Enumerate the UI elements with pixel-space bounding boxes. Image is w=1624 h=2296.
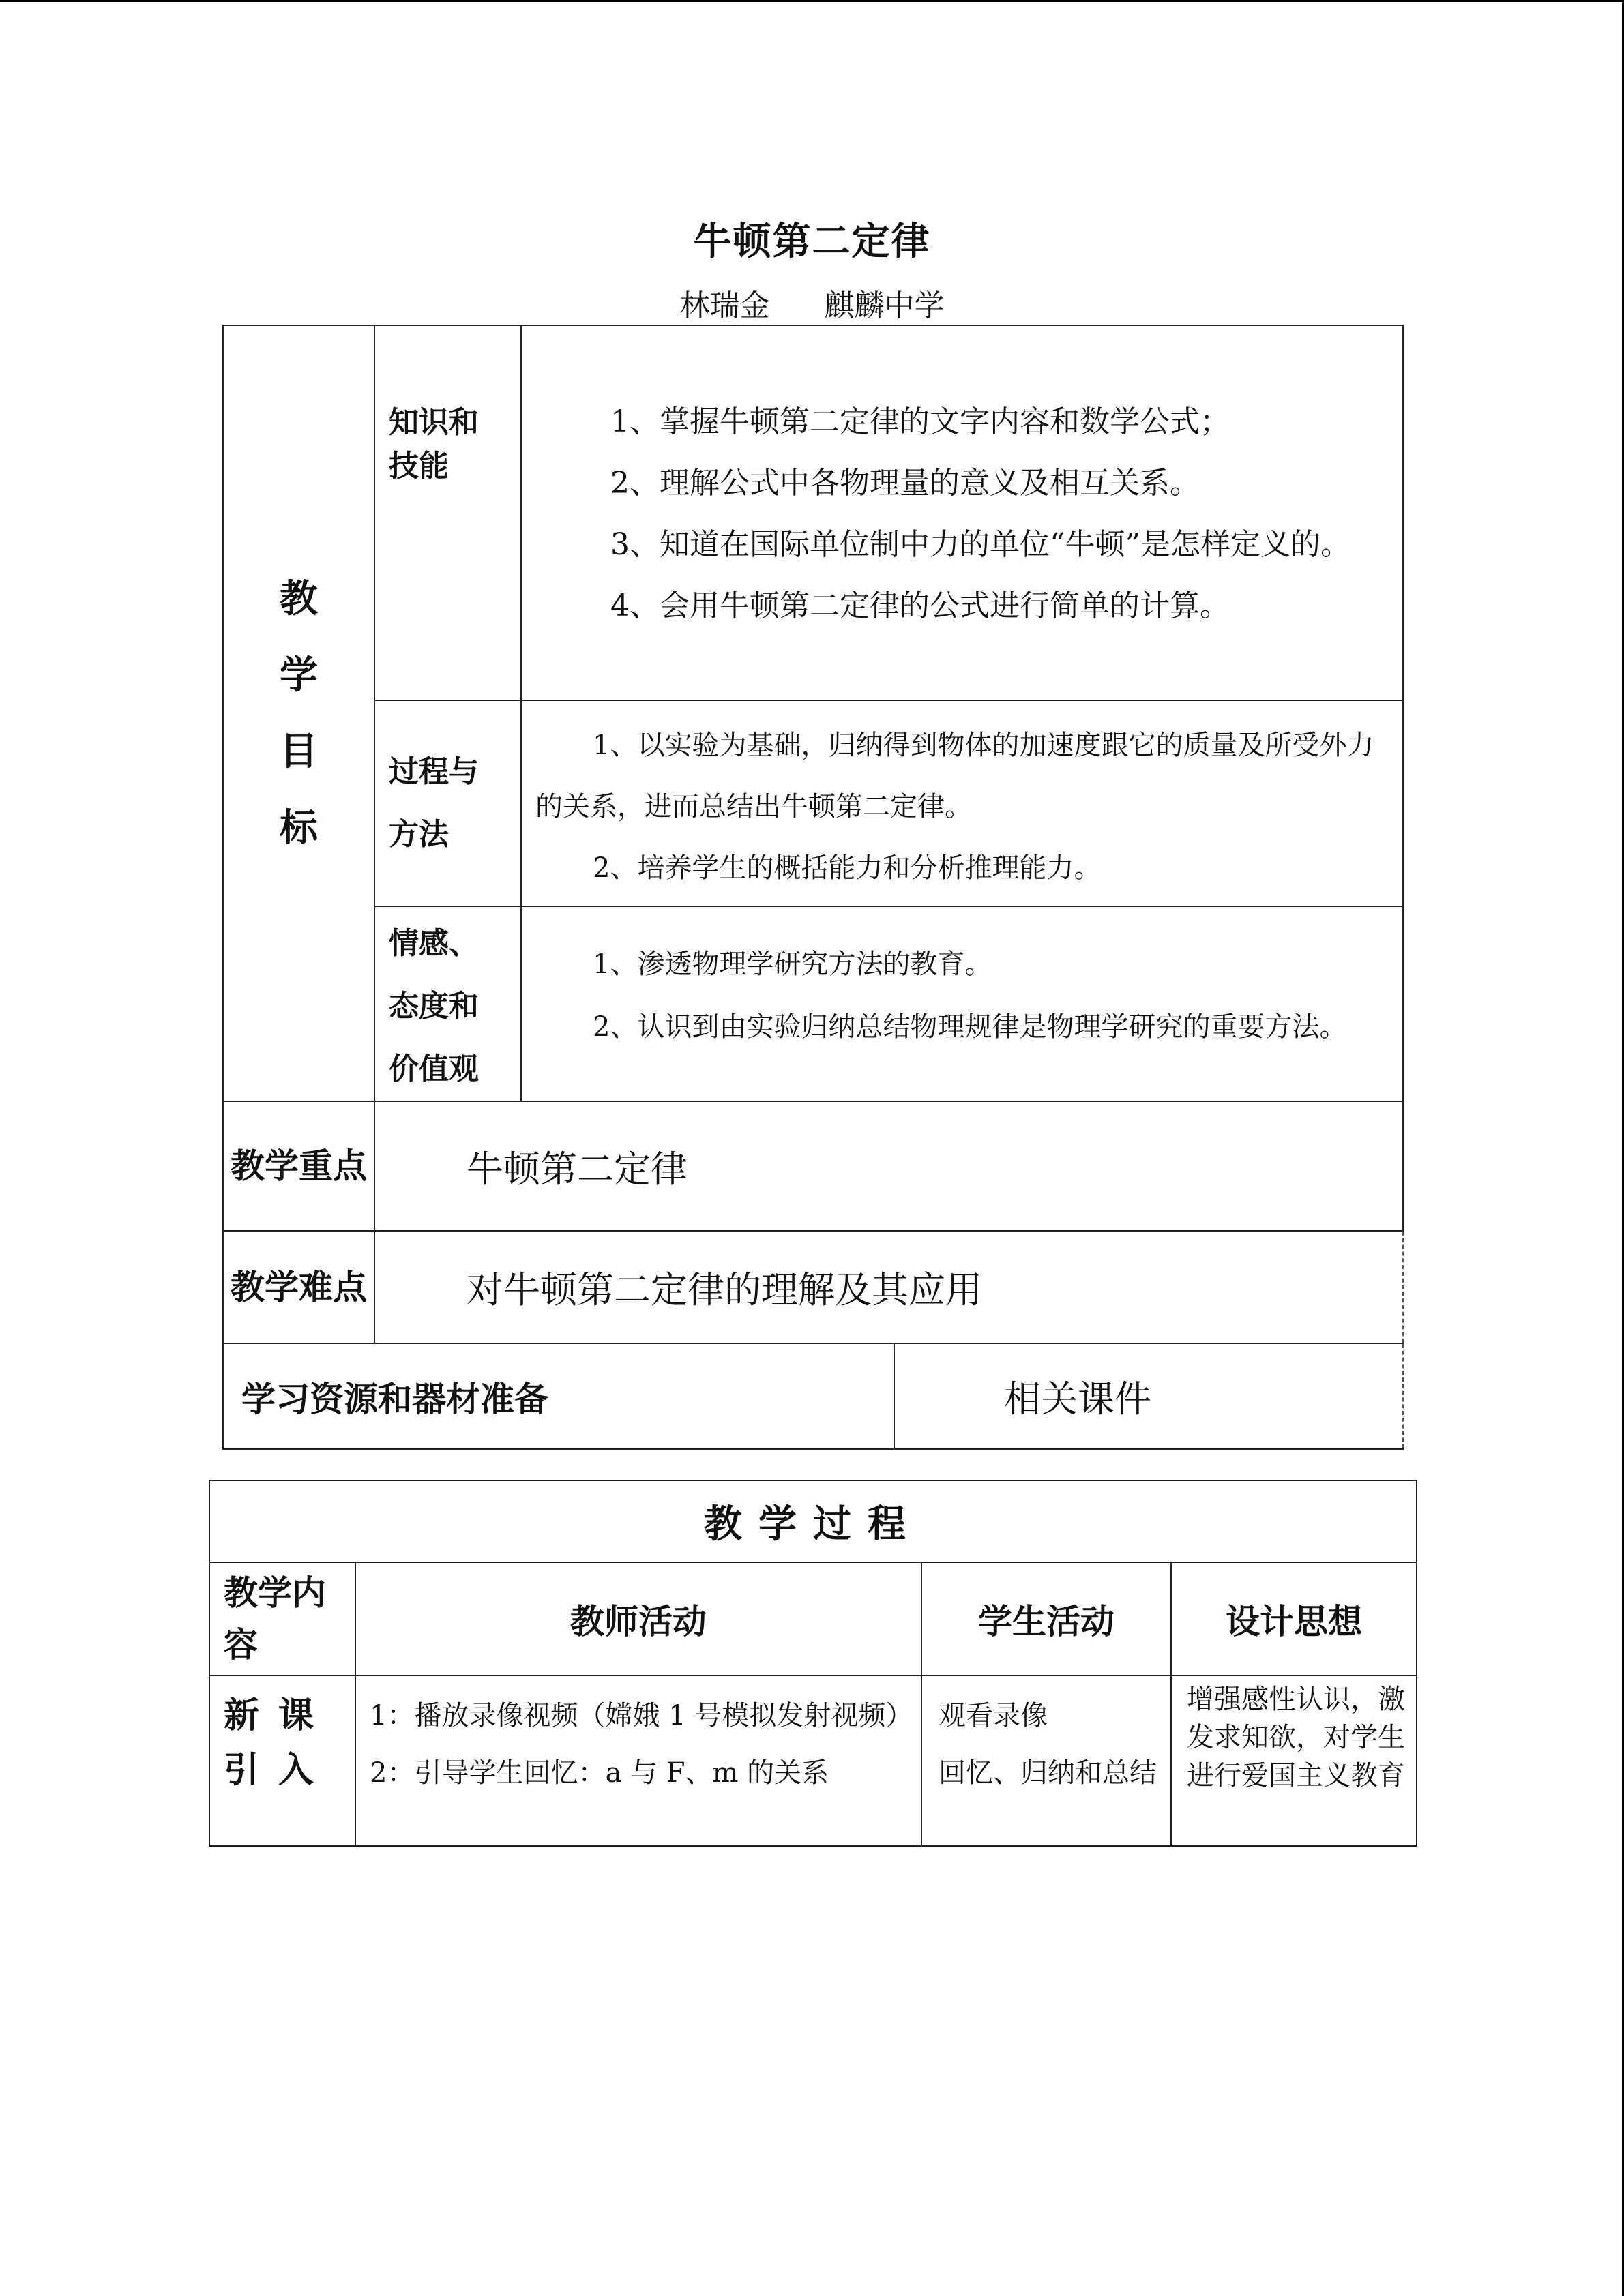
process-item: 1、以实验为基础，归纳得到物体的加速度跟它的质量及所受外力的关系，进而总结出牛顿第二定律。: [535, 730, 1374, 822]
knowledge-item: 4、会用牛顿第二定律的公式进行简单的计算。: [610, 588, 1230, 623]
process-table-title: 教学过程: [209, 1480, 1417, 1562]
teacher-step: 2：引导学生回忆：a 与 F、m 的关系: [370, 1757, 829, 1789]
difficulty-label: 教学难点: [223, 1231, 374, 1343]
objectives-label-char: 目: [280, 729, 318, 774]
document-title: 牛顿第二定律: [693, 219, 931, 264]
header-student: 学生活动: [921, 1562, 1171, 1675]
resources-value: 相关课件: [894, 1343, 1403, 1449]
header-content: 教学内容: [209, 1562, 355, 1675]
student-step: 观看录像: [939, 1700, 1048, 1731]
difficulty-value: 对牛顿第二定律的理解及其应用: [374, 1231, 1403, 1343]
objectives-label-char: 教: [280, 576, 318, 621]
teacher-step: 1：播放录像视频（嫦娥 1 号模拟发射视频）: [370, 1700, 913, 1731]
objectives-table: [222, 325, 1404, 1450]
process-table: [209, 1480, 1417, 1847]
header-teacher: 教师活动: [355, 1562, 921, 1675]
objectives-label-char: 学: [280, 653, 318, 698]
row-design-idea: 增强感性认识，激发求知欲，对学生进行爱国主义教育: [1171, 1675, 1417, 1846]
key-point-value: 牛顿第二定律: [374, 1101, 1403, 1231]
objectives-label: [223, 325, 374, 1101]
process-label: 过程与方法: [374, 700, 521, 906]
process-content: [521, 700, 1403, 906]
emotion-label: 情感、态度和价值观: [374, 906, 521, 1101]
knowledge-label: 知识和技能: [374, 325, 521, 700]
author-school: 麒麟中学: [824, 288, 945, 323]
author-line: [0, 281, 1624, 325]
knowledge-content: [521, 325, 1403, 700]
key-point-label: 教学重点: [223, 1101, 374, 1231]
knowledge-item: 1、掌握牛顿第二定律的文字内容和数学公式；: [610, 404, 1230, 439]
resources-label: 学习资源和器材准备: [223, 1343, 894, 1449]
knowledge-item: 3、知道在国际单位制中力的单位“牛顿”是怎样定义的。: [610, 527, 1350, 562]
process-item: 2、培养学生的概括能力和分析推理能力。: [593, 852, 1102, 884]
student-step: 回忆、归纳和总结: [939, 1757, 1157, 1789]
emotion-item: 1、渗透物理学研究方法的教育。: [593, 949, 992, 980]
row-student-activity: [921, 1675, 1171, 1846]
row-teacher-activity: [355, 1675, 921, 1846]
row-content: 新课引入: [209, 1675, 355, 1846]
emotion-content: [521, 906, 1403, 1101]
emotion-item: 2、认识到由实验归纳总结物理规律是物理学研究的重要方法。: [593, 1011, 1347, 1043]
knowledge-item: 2、理解公式中各物理量的意义及相互关系。: [610, 466, 1200, 501]
header-design: 设计思想: [1171, 1562, 1417, 1675]
page-border-top: [0, 0, 1624, 2]
objectives-label-char: 标: [280, 805, 318, 850]
author-name: 林瑞金: [679, 288, 770, 323]
